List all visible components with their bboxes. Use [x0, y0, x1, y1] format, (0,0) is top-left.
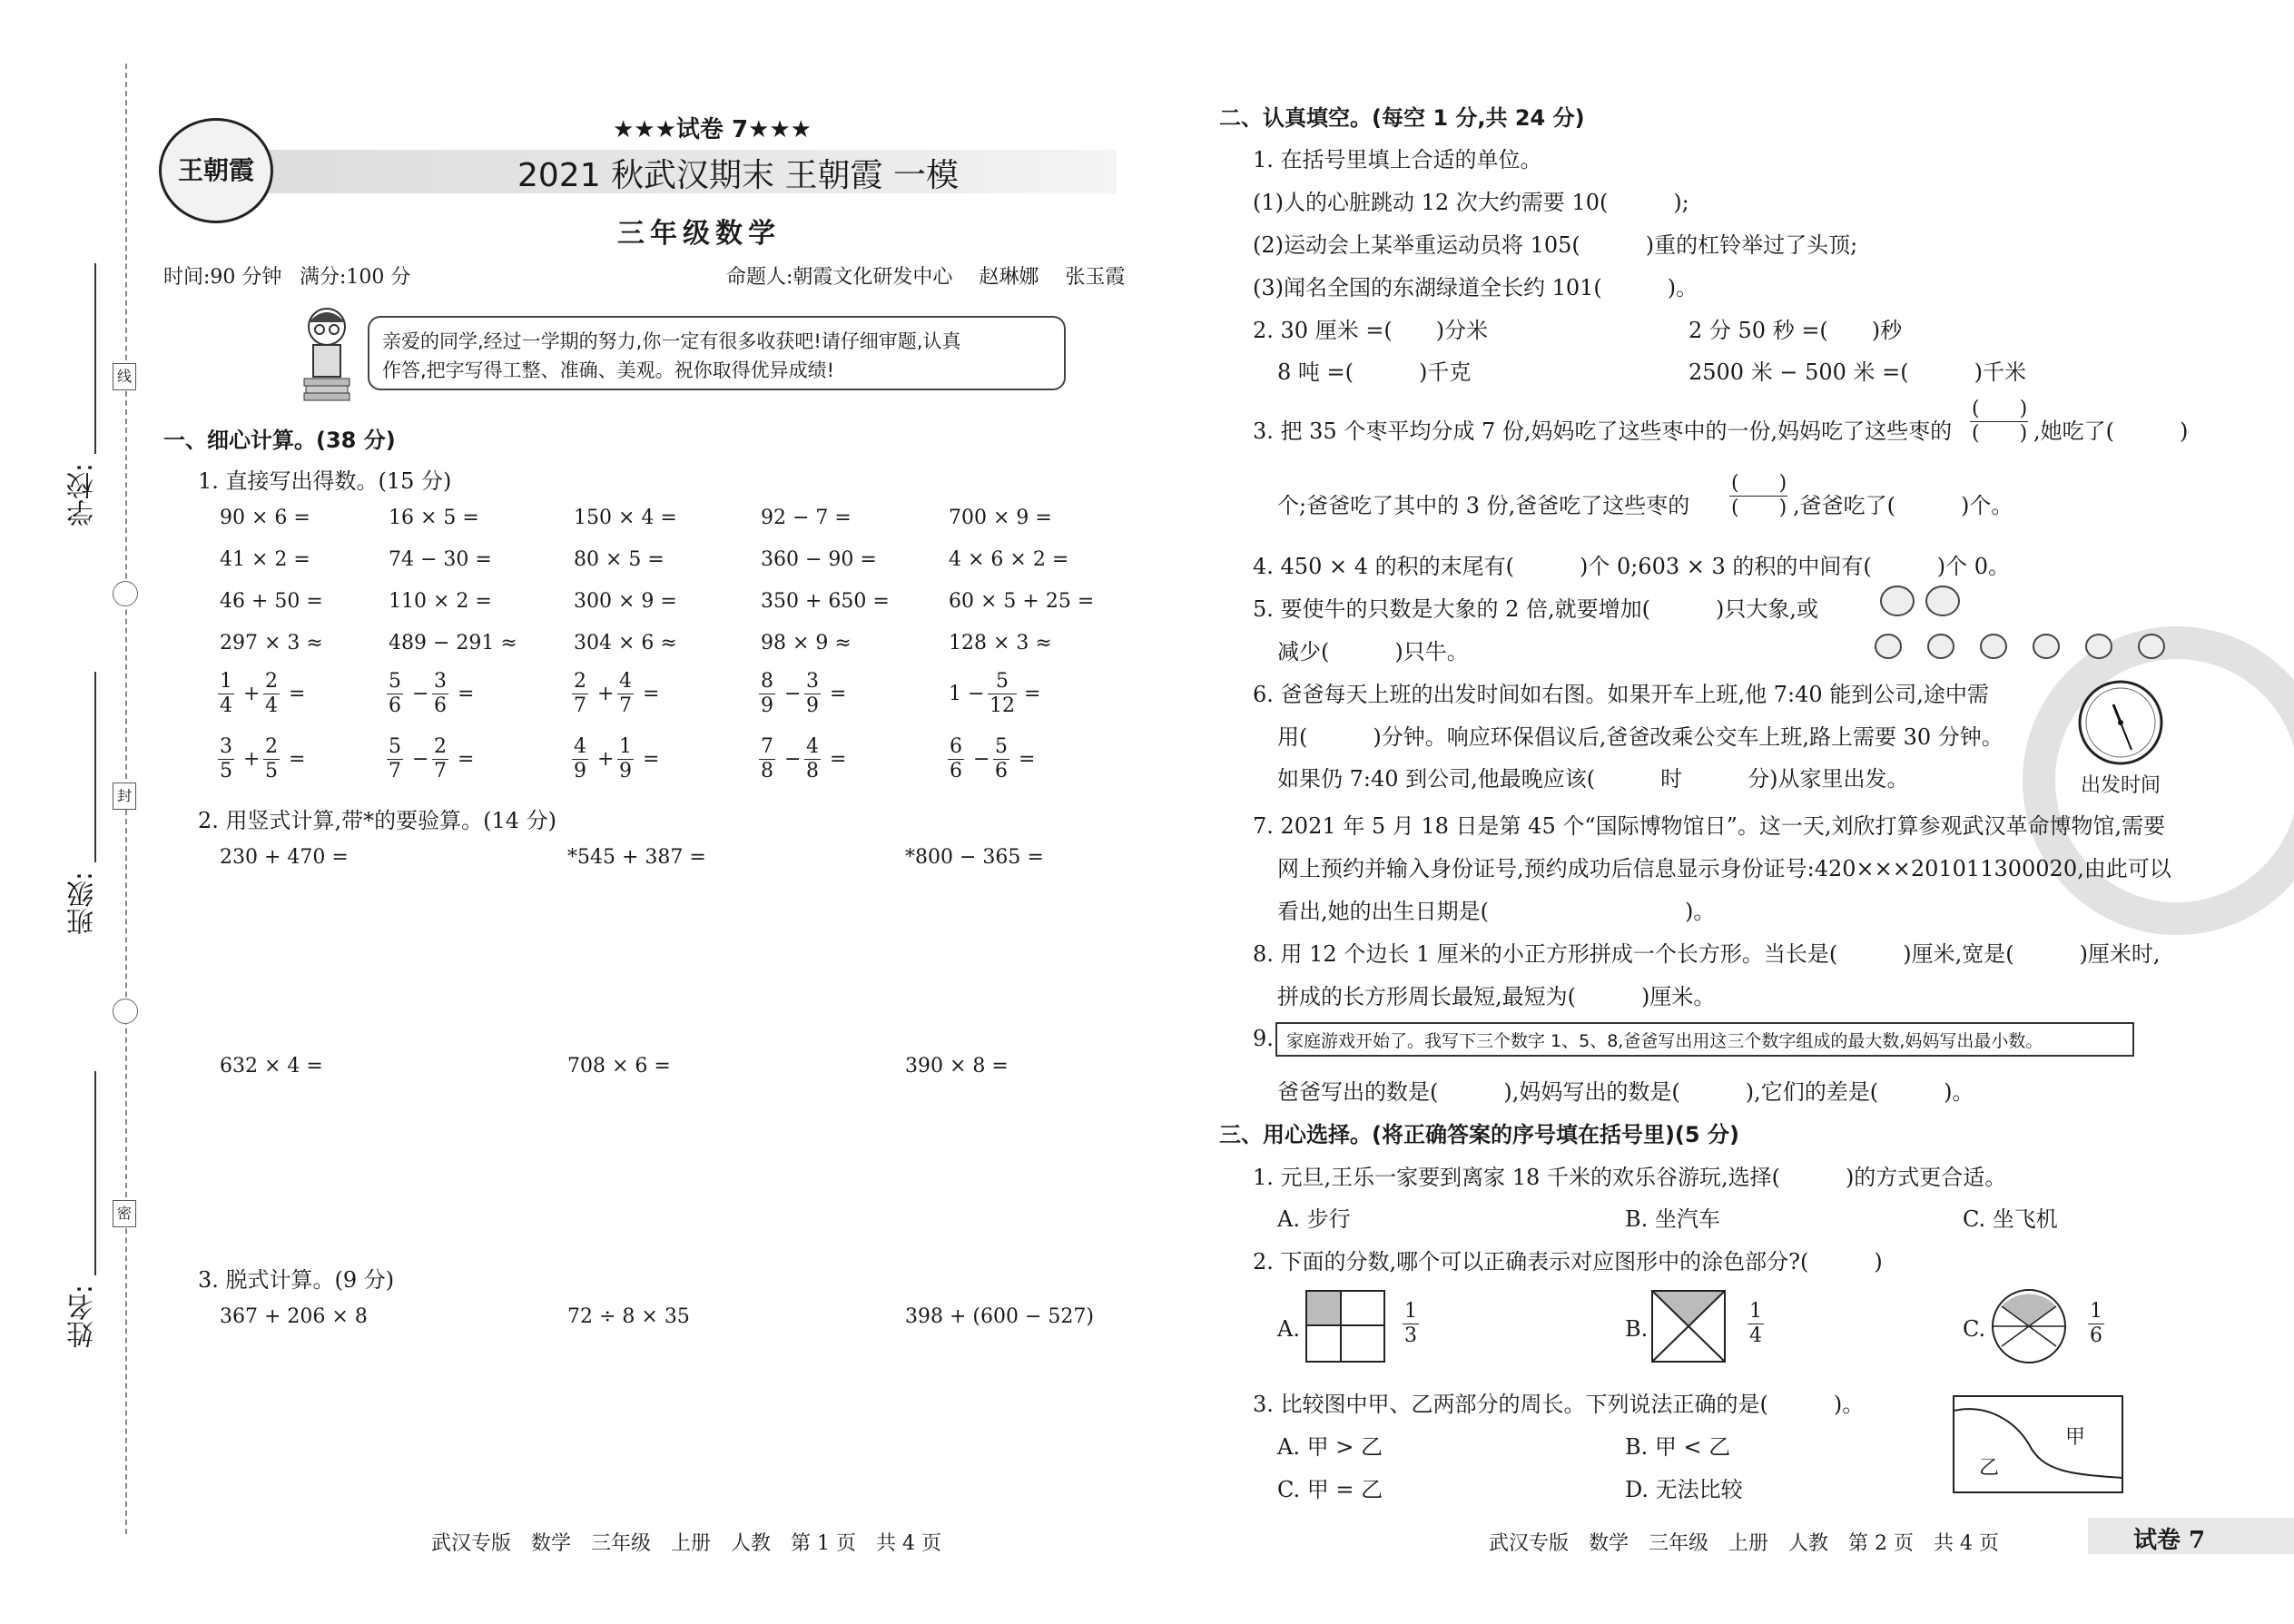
- intro-line: 亲爱的同学,经过一学期的努力,你一定有很多收获吧!请仔细审题,认真: [382, 330, 961, 352]
- fraction: $\frac{2}{5}$: [265, 735, 278, 782]
- intro-line: 作答,把字写得工整、准确、美观。祝你取得优异成绩!: [382, 359, 835, 381]
- operator: 1 −: [949, 683, 985, 705]
- s2-line: 看出,她的出生日期是( )。: [1277, 899, 1716, 924]
- option[interactable]: B. 坐汽车: [1625, 1206, 1720, 1232]
- s2-line: (1)人的心脏跳动 12 次大约需要 10( );: [1253, 190, 1689, 215]
- s1-q1-title: 1. 直接写出得数。(15 分): [198, 468, 452, 494]
- operator: +: [243, 748, 261, 771]
- option[interactable]: A. 甲 > 乙: [1277, 1434, 1383, 1460]
- school-field[interactable]: [94, 263, 96, 454]
- s2-line: 2 分 50 秒 =( )秒: [1689, 318, 1903, 343]
- s2-line: 如果仍 7:40 到公司,他最晚应该( 时 分)从家里出发。: [1277, 766, 1909, 792]
- name-field[interactable]: [94, 1071, 96, 1275]
- equals: =: [1019, 748, 1036, 771]
- operator: −: [784, 683, 802, 705]
- s2-line: 8. 用 12 个边长 1 厘米的小正方形拼成一个长方形。当长是( )厘米,宽是( )厘米时,: [1253, 941, 2161, 967]
- s1-q3-title: 3. 脱式计算。(9 分): [198, 1267, 395, 1293]
- s2-line: 2500 米 − 500 米 =( )千米: [1689, 359, 2026, 385]
- fraction: $\frac{5}{7}$: [389, 735, 401, 782]
- vertical-calc: *545 + 387 =: [567, 846, 706, 869]
- equals: =: [289, 748, 306, 771]
- step-calc: 367 + 206 × 8: [220, 1305, 368, 1328]
- elephant-icon: [1926, 586, 1959, 615]
- operator: +: [597, 683, 615, 705]
- s2-line: 3. 把 35 个枣平均分成 7 份,妈妈吃了这些枣中的一份,妈妈吃了这些枣的: [1253, 418, 1953, 444]
- s2-line: 拼成的长方形周长最短,最短为( )厘米。: [1277, 984, 1716, 1009]
- s2-line: 5. 要使牛的只数是大象的 2 倍,就要增加( )只大象,或: [1253, 596, 1819, 622]
- s2-line: 6. 爸爸每天上班的出发时间如右图。如果开车上班,他 7:40 能到公司,途中需: [1253, 682, 1989, 707]
- cow-icon: [1981, 635, 2006, 658]
- fraction: $\frac{1}{4}$: [220, 670, 232, 717]
- step-calc: 398 + (600 − 527): [905, 1305, 1094, 1328]
- operator: −: [412, 748, 429, 771]
- compute-item: 150 × 4 =: [574, 507, 677, 529]
- compute-item: 41 × 2 =: [220, 548, 310, 571]
- name-label: 姓名:: [67, 1284, 99, 1349]
- fraction: $\frac{2}{7}$: [434, 735, 447, 782]
- elephant-icon: [1881, 586, 1914, 615]
- cow-icon: [1928, 635, 1954, 658]
- region-jia: 甲: [2065, 1426, 2086, 1449]
- fraction: $\frac{4}{8}$: [806, 735, 819, 782]
- compute-item: 92 − 7 =: [761, 507, 852, 529]
- compute-item: 128 × 3 ≈: [949, 632, 1052, 655]
- binding-mark-line: 线: [113, 363, 136, 390]
- fraction: $\frac{2}{4}$: [265, 670, 278, 717]
- student-cartoon-icon: [295, 304, 359, 404]
- compute-item: 46 + 50 =: [220, 590, 323, 613]
- perimeter-figure: [1952, 1394, 2124, 1494]
- compute-item: 297 × 3 ≈: [220, 632, 323, 655]
- fraction: $\frac{1}{4}$: [1749, 1300, 1762, 1347]
- footer-tag: 试卷 7: [2133, 1527, 2206, 1554]
- cow-icon: [2086, 635, 2112, 658]
- operator: −: [784, 748, 802, 771]
- s2-line: 减少( )只牛。: [1277, 639, 1469, 664]
- fraction: $\frac{1}{9}$: [619, 735, 632, 782]
- blank-fraction[interactable]: ( ) ( ): [1731, 472, 1787, 519]
- compute-item: 489 − 291 ≈: [389, 632, 517, 655]
- operator: −: [412, 683, 429, 705]
- footer-right: 武汉专版 数学 三年级 上册 人教 第 2 页 共 4 页: [1489, 1532, 1999, 1555]
- step-calc: 72 ÷ 8 × 35: [567, 1305, 690, 1328]
- compute-item: 350 + 650 =: [761, 590, 890, 613]
- paper-number: ★★★试卷 7★★★: [613, 116, 812, 143]
- operator: +: [243, 683, 261, 705]
- option[interactable]: C. 坐飞机: [1963, 1206, 2058, 1232]
- s2-line: 个;爸爸吃了其中的 3 份,爸爸吃了这些枣的: [1277, 493, 1690, 518]
- cow-icon: [1876, 635, 1901, 658]
- exam-score: 满分:100 分: [300, 266, 411, 289]
- equals: =: [458, 683, 475, 705]
- operator: −: [973, 748, 990, 771]
- class-label: 班级:: [67, 871, 99, 936]
- s2-line: (3)闻名全国的东湖绿道全长约 101( )。: [1253, 275, 1698, 300]
- section-1-title: 一、细心计算。(38 分): [163, 428, 396, 453]
- s2-line: ,她吃了( ): [2033, 418, 2189, 444]
- s2-line: ,爸爸吃了( )个。: [1793, 493, 2013, 518]
- fraction: $\frac{3}{5}$: [220, 735, 232, 782]
- fraction: $\frac{8}{9}$: [761, 670, 773, 717]
- s2-line: 1. 在括号里填上合适的单位。: [1253, 147, 1542, 172]
- option[interactable]: C. 甲 = 乙: [1277, 1477, 1383, 1502]
- fraction: $\frac{2}{7}$: [574, 670, 586, 717]
- intro-speech-bubble: [368, 316, 1066, 390]
- fraction: $\frac{6}{6}$: [950, 735, 962, 782]
- square-triangles-figure: [1650, 1289, 1727, 1363]
- vertical-calc: *800 − 365 =: [905, 846, 1044, 869]
- s3-q1: 1. 元旦,王乐一家要到离家 18 千米的欢乐谷游玩,选择( )的方式更合适。: [1253, 1165, 2007, 1190]
- s3-q2: 2. 下面的分数,哪个可以正确表示对应图形中的涂色部分?( ): [1253, 1249, 1883, 1275]
- exam-title: 2021 秋武汉期末 王朝霞 一模: [517, 157, 959, 194]
- s2-line: 8 吨 =( )千克: [1277, 359, 1472, 385]
- equals: =: [289, 683, 306, 705]
- s3-q3: 3. 比较图中甲、乙两部分的周长。下列说法正确的是( )。: [1253, 1392, 1865, 1417]
- blank-fraction[interactable]: ( ) ( ): [1972, 398, 2028, 445]
- option[interactable]: B. 甲 < 乙: [1625, 1434, 1731, 1460]
- compute-item: 98 × 9 ≈: [761, 632, 852, 655]
- equals: =: [830, 683, 847, 705]
- compute-item: 304 × 6 ≈: [574, 632, 677, 655]
- option[interactable]: C.: [1963, 1316, 1986, 1342]
- compute-item: 16 × 5 =: [389, 507, 479, 529]
- option[interactable]: A.: [1277, 1316, 1300, 1342]
- class-field[interactable]: [94, 672, 96, 862]
- fraction: $\frac{1}{3}$: [1404, 1300, 1417, 1347]
- s2-line: 4. 450 × 4 的积的末尾有( )个 0;603 × 3 的积的中间有( )个 0。: [1253, 554, 2011, 579]
- fraction: $\frac{3}{6}$: [434, 670, 447, 717]
- fraction: $\frac{3}{9}$: [806, 670, 819, 717]
- compute-item: 700 × 9 =: [949, 507, 1052, 529]
- s2-line: (2)运动会上某举重运动员将 105( )重的杠铃举过了头顶;: [1253, 232, 1858, 258]
- exam-time: 时间:90 分钟: [163, 266, 282, 289]
- equals: =: [643, 683, 660, 705]
- compute-item: 80 × 5 =: [574, 548, 665, 571]
- fraction: $\frac{5}{6}$: [995, 735, 1008, 782]
- section-2-title: 二、认真填空。(每空 1 分,共 24 分): [1219, 105, 1585, 131]
- fraction: $\frac{7}{8}$: [761, 735, 773, 782]
- fraction: $\frac{4}{9}$: [574, 735, 586, 782]
- game-notice-text: 家庭游戏开始了。我写下三个数字 1、5、8,爸爸写出用这三个数字组成的最大数,妈妈写出最小数。: [1286, 1031, 2043, 1051]
- binding-mark-secret: 密: [113, 1200, 136, 1227]
- option[interactable]: B.: [1625, 1316, 1649, 1342]
- game-notice-box: [1275, 1022, 2134, 1057]
- vertical-calc: 390 × 8 =: [905, 1055, 1009, 1078]
- school-label: 学校:: [67, 463, 99, 527]
- fraction: $\frac{1}{6}$: [2090, 1300, 2102, 1347]
- option[interactable]: A. 步行: [1277, 1206, 1351, 1232]
- operator: +: [597, 748, 615, 771]
- equals: =: [643, 748, 660, 771]
- s1-q2-title: 2. 用竖式计算,带*的要验算。(14 分): [198, 808, 557, 833]
- s2-line: 用( )分钟。响应环保倡议后,爸爸改乘公交车上班,路上需要 30 分钟。: [1277, 724, 2004, 750]
- binding-hole-icon: [113, 999, 138, 1024]
- s2-line: 网上预约并输入身份证号,预约成功后信息显示身份证号:420×××201011300020,由此可以: [1277, 856, 2171, 881]
- equals: =: [458, 748, 475, 771]
- compute-item: 300 × 9 =: [574, 590, 677, 613]
- binding-hole-icon: [113, 581, 138, 606]
- exam-authors: 命题人:朝霞文化研发中心 赵琳娜 张玉霞: [726, 266, 1126, 289]
- equals: =: [1024, 683, 1041, 705]
- region-yi: 乙: [1979, 1457, 2000, 1480]
- vertical-calc: 230 + 470 =: [220, 846, 349, 869]
- option[interactable]: D. 无法比较: [1625, 1477, 1743, 1502]
- compute-item: 110 × 2 =: [389, 590, 492, 613]
- s2-line: 7. 2021 年 5 月 18 日是第 45 个“国际博物馆日”。这一天,刘欣打算参观武汉革命博物馆,需要: [1253, 813, 2166, 839]
- cow-icon: [2139, 635, 2164, 658]
- square-quarter-figure: [1305, 1289, 1386, 1363]
- circle-sectors-figure: [1990, 1287, 2068, 1365]
- fraction: $\frac{5}{6}$: [389, 670, 401, 717]
- compute-item: 4 × 6 × 2 =: [949, 548, 1069, 571]
- brand-logo: 王朝霞: [159, 118, 273, 223]
- binding-mark-seal: 封: [113, 782, 136, 810]
- vertical-calc: 632 × 4 =: [220, 1055, 323, 1078]
- compute-item: 74 − 30 =: [389, 548, 492, 571]
- s2-line: 9.: [1253, 1026, 1274, 1051]
- vertical-calc: 708 × 6 =: [567, 1055, 671, 1078]
- compute-item: 90 × 6 =: [220, 507, 310, 529]
- cow-icon: [2033, 635, 2059, 658]
- fraction: $\frac{5}{12}$: [989, 670, 1015, 717]
- compute-item: 360 − 90 =: [761, 548, 877, 571]
- section-3-title: 三、用心选择。(将正确答案的序号填在括号里)(5 分): [1219, 1122, 1739, 1147]
- s2-line: 爸爸写出的数是( ),妈妈写出的数是( ),它们的差是( )。: [1277, 1079, 1974, 1105]
- animals-figure: [1870, 581, 2251, 672]
- s2-line: 2. 30 厘米 =( )分米: [1253, 318, 1489, 343]
- compute-item: 60 × 5 + 25 =: [949, 590, 1095, 613]
- clock-icon: [2077, 679, 2164, 766]
- clock-caption: 出发时间: [2081, 774, 2161, 797]
- exam-subtitle: 三年级数学: [617, 218, 781, 250]
- fraction: $\frac{4}{7}$: [619, 670, 632, 717]
- footer-left: 武汉专版 数学 三年级 上册 人教 第 1 页 共 4 页: [431, 1532, 941, 1555]
- equals: =: [830, 748, 847, 771]
